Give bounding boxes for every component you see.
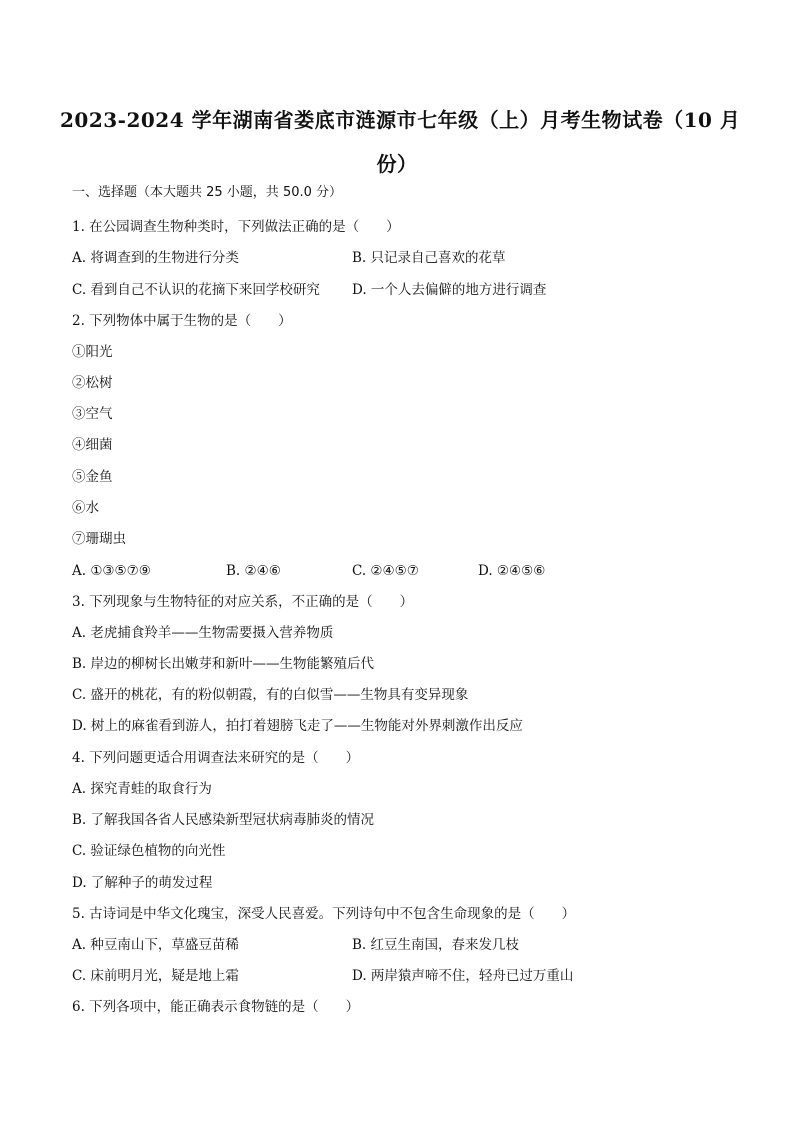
question-3-option-d: D. 树上的麻雀看到游人，拍打着翅膀飞走了——生物能对外界刺激作出反应 bbox=[72, 718, 523, 734]
question-2-item: ③空气 bbox=[72, 406, 113, 422]
question-5-option-d: D. 两岸猿声啼不住，轻舟已过万重山 bbox=[352, 968, 574, 984]
question-5-stem: 5. 古诗词是中华文化瑰宝，深受人民喜爱。下列诗句中不包含生命现象的是（ ） bbox=[72, 906, 576, 922]
question-2-item: ⑦珊瑚虫 bbox=[72, 531, 126, 547]
question-4-option-d: D. 了解种子的萌发过程 bbox=[72, 875, 213, 891]
question-4-option-c: C. 验证绿色植物的向光性 bbox=[72, 843, 226, 859]
exam-title-line-2: 份） bbox=[376, 152, 418, 176]
question-4-option-b: B. 了解我国各省人民感染新型冠状病毒肺炎的情况 bbox=[72, 812, 375, 828]
question-4-option-a: A. 探究青蛙的取食行为 bbox=[72, 781, 212, 797]
question-1-option-d: D. 一个人去偏僻的地方进行调查 bbox=[352, 282, 547, 298]
question-3-option-a: A. 老虎捕食羚羊——生物需要摄入营养物质 bbox=[72, 625, 334, 641]
question-3-stem: 3. 下列现象与生物特征的对应关系，不正确的是（ ） bbox=[72, 594, 414, 610]
question-4-stem: 4. 下列问题更适合用调查法来研究的是（ ） bbox=[72, 750, 360, 766]
question-1-option-b: B. 只记录自己喜欢的花草 bbox=[352, 250, 506, 266]
question-1-option-a: A. 将调查到的生物进行分类 bbox=[72, 250, 239, 266]
question-2-option-b: B. ②④⑥ bbox=[226, 563, 281, 579]
question-3-option-b: B. 岸边的柳树长出嫩芽和新叶——生物能繁殖后代 bbox=[72, 656, 375, 672]
question-2-item: ⑤金鱼 bbox=[72, 469, 113, 485]
question-2-option-a: A. ①③⑤⑦⑨ bbox=[72, 563, 151, 579]
question-1-stem: 1. 在公园调查生物种类时，下列做法正确的是（ ） bbox=[72, 219, 400, 235]
exam-title-line-1: 2023-2024 学年湖南省娄底市涟源市七年级（上）月考生物试卷（10 月 bbox=[60, 108, 741, 132]
question-2-option-c: C. ②④⑤⑦ bbox=[352, 563, 419, 579]
section-heading: 一、选择题（本大题共 25 小题，共 50.0 分） bbox=[72, 185, 343, 200]
question-2-option-d: D. ②④⑤⑥ bbox=[478, 563, 546, 579]
question-2-stem: 2. 下列物体中属于生物的是（ ） bbox=[72, 313, 292, 329]
question-2-item: ②松树 bbox=[72, 375, 113, 391]
question-2-item: ①阳光 bbox=[72, 344, 113, 360]
question-5-option-b: B. 红豆生南国，春来发几枝 bbox=[352, 937, 520, 953]
question-5-option-c: C. 床前明月光，疑是地上霜 bbox=[72, 968, 239, 984]
question-5-option-a: A. 种豆南山下，草盛豆苗稀 bbox=[72, 937, 239, 953]
question-2-item: ④细菌 bbox=[72, 437, 113, 453]
question-1-option-c: C. 看到自己不认识的花摘下来回学校研究 bbox=[72, 282, 320, 298]
question-2-item: ⑥水 bbox=[72, 500, 99, 516]
question-6-stem: 6. 下列各项中，能正确表示食物链的是（ ） bbox=[72, 999, 360, 1015]
question-3-option-c: C. 盛开的桃花，有的粉似朝霞，有的白似雪——生物具有变异现象 bbox=[72, 687, 469, 703]
